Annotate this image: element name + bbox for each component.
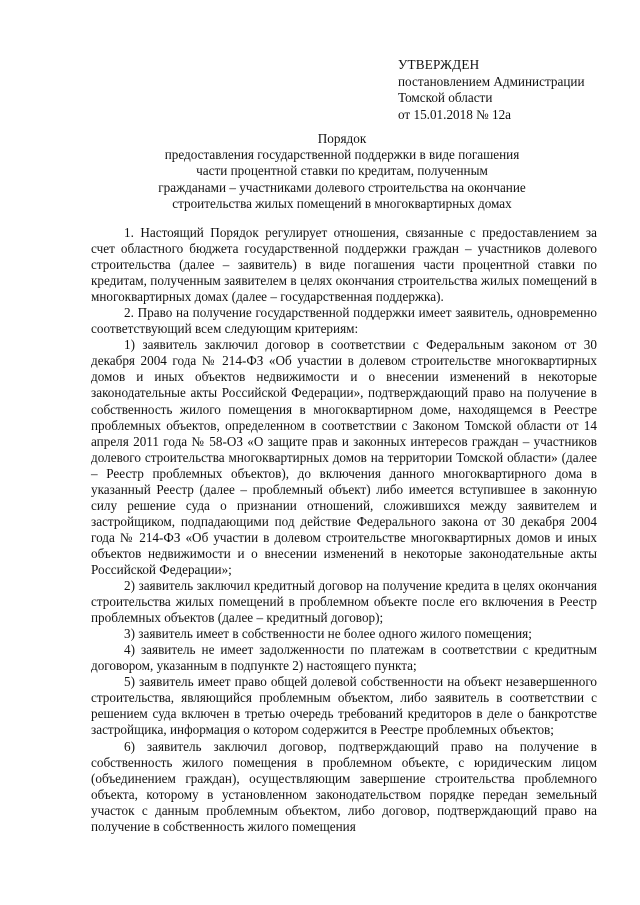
paragraph-2-item-5: 5) заявитель имеет право общей долевой собственности на объект незавершенного строительства, являющийся проблемным объектом, либо заявитель в соответствии с решением суда включен в третью очередь требований кредиторов в деле о банкротстве застройщика, информация о котором содержится в Реестре проблемных объектов; <box>91 674 597 738</box>
approval-authority: постановлением Администрации <box>398 73 585 89</box>
approval-date-number: от 15.01.2018 № 12а <box>398 106 512 122</box>
document-body <box>91 225 597 835</box>
title-line-4: гражданами – участниками долевого строительства на окончание <box>158 179 526 195</box>
title-line-3: части процентной ставки по кредитам, полученным <box>196 163 488 179</box>
paragraph-2-item-4: 4) заявитель не имеет задолженности по платежам в соответствии с кредитным договором, указанным в подпункте 2) настоящего пункта; <box>91 642 597 674</box>
approval-stamp <box>398 57 618 123</box>
approval-region: Томской области <box>398 90 493 106</box>
title-line-1: Порядок <box>317 131 367 146</box>
paragraph-2-item-2: 2) заявитель заключил кредитный договор на получение кредита в целях окончания строительства жилых помещений в проблемном объекте после его включения в Реестр проблемных объектов (далее – кредитный договор); <box>91 578 597 626</box>
title-line-5: строительства жилых помещений в многоквартирных домах <box>172 195 512 211</box>
document-title <box>88 131 596 212</box>
paragraph-2-item-6: 6) заявитель заключил договор, подтверждающий право на получение в собственность жилого помещения в проблемном объекте, с юридическим лицом (объединением граждан), осуществляющим завершение строительства проблемного объекта, которому в установленном законодательством порядке передан земельный участок с данным проблемным объектом, либо договор, подтверждающий право на получение в собственность жилого помещения <box>91 738 597 834</box>
paragraph-2-item-1: 1) заявитель заключил договор в соответствии с Федеральным законом от 30 декабря 2004 года № 214-ФЗ «Об участии в долевом строительстве многоквартирных домов и иных объектов недвижимости и о внесении изменений в некоторые законодательные акты Российской Федерации», подтверждающий право на получение в собственность жилого помещения в многоквартирном доме, находящемся в Реестре проблемных объектов, определенном в соответствии с Законом Томской области от 14 апреля 2011 года № 58-ОЗ «О защите прав и законных интересов граждан – участников долевого строительства многоквартирных домов на территории Томской области» (далее – Реестр проблемных объектов), до включения данного многоквартирного дома в указанный Реестр (далее – проблемный объект) либо имеется вступившее в законную силу решение суда о признании отношений, сложившихся между заявителем и застройщиком, подпадающими под действие Федерального закона от 30 декабря 2004 года № 214-ФЗ «Об участии в долевом строительстве многоквартирных домов и иных объектов недвижимости и о внесении изменений в некоторые законодательные акты Российской Федерации»; <box>91 337 597 577</box>
paragraph-2-item-3: 3) заявитель имеет в собственности не более одного жилого помещения; <box>124 626 532 642</box>
title-line-2: предоставления государственной поддержки в виде погашения <box>164 147 520 163</box>
approval-heading: УТВЕРЖДЕН <box>398 57 480 72</box>
paragraph-1: 1. Настоящий Порядок регулирует отношения, связанные с предоставлением за счет областного бюджета государственной поддержки граждан – участников долевого строительства (далее – заявитель) в виде погашения части процентной ставки по кредитам, полученным заявителем в целях окончания строительства жилых помещений в многоквартирных домах (далее – государственная поддержка). <box>91 225 597 305</box>
paragraph-2: 2. Право на получение государственной поддержки имеет заявитель, одновременно соответствующий всем следующим критериям: <box>91 305 597 337</box>
